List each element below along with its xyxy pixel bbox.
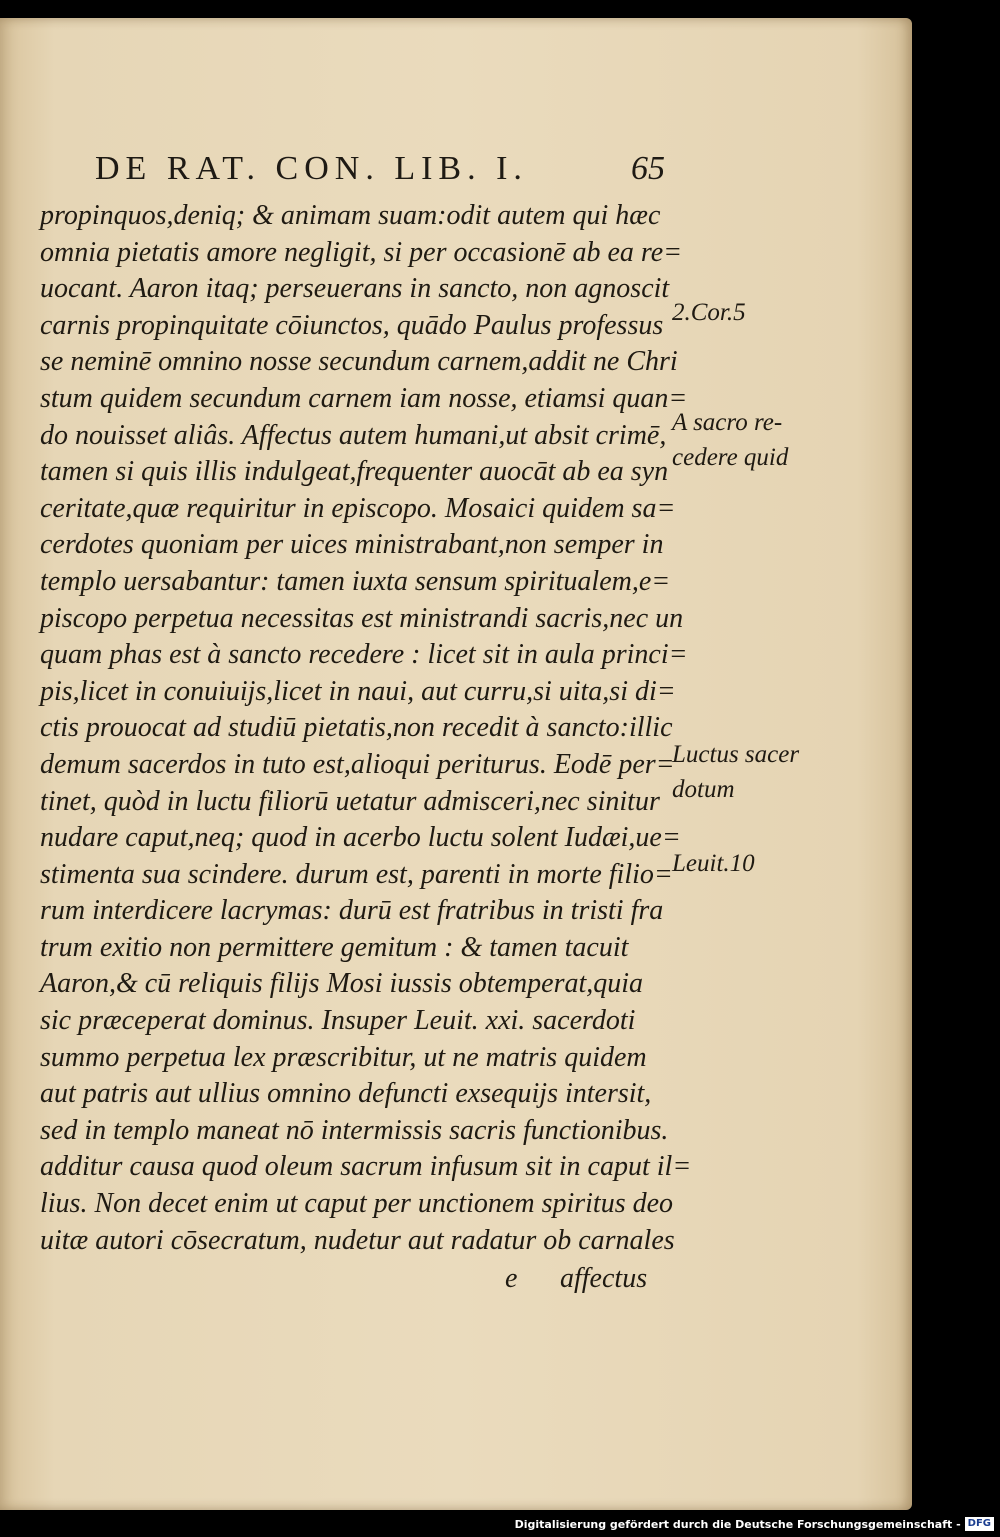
margin-note: [672, 737, 822, 807]
text-line: sed in templo maneat nō intermissis sacris functionibus.: [40, 1114, 669, 1146]
margin-note-line: dotum: [672, 776, 735, 803]
running-head-title: DE RAT. CON. LIB. I.: [95, 150, 528, 187]
text-line: aut patris aut ullius omnino defuncti exsequijs intersit,: [40, 1078, 652, 1110]
text-line: cerdotes quoniam per uices ministrabant,non semper in: [40, 529, 664, 561]
text-line: omnia pietatis amore negligit, si per occasionē ab ea re=: [40, 236, 683, 268]
text-line: propinquos,deniq; & animam suam:odit autem qui hæc: [40, 200, 661, 231]
text-line: sic præceperat dominus. Insuper Leuit. xxi. sacerdoti: [40, 1005, 636, 1037]
text-line: summo perpetua lex præscribitur, ut ne matris quidem: [40, 1041, 647, 1073]
running-head: [95, 150, 665, 190]
book-page: [0, 18, 912, 1510]
text-line: nudare caput,neq; quod in acerbo luctu solent Iudæi,ue=: [40, 822, 681, 854]
text-line: uocant. Aaron itaq; perseuerans in sancto, non agnoscit: [40, 273, 670, 305]
text-line: lius. Non decet enim ut caput per unctionem spiritus deo: [40, 1188, 674, 1220]
text-line: pis,licet in conuiuijs,licet in naui, aut curru,si uita,si di=: [40, 675, 676, 707]
margin-note-line: 2.Cor.5: [672, 299, 746, 326]
margin-note-line: A sacro re-: [672, 409, 783, 436]
margin-note: [672, 846, 822, 881]
signature-mark: e: [505, 1263, 518, 1294]
body-text: [40, 198, 692, 1259]
text-line: se neminē omnino nosse secundum carnem,addit ne Chri: [40, 346, 678, 378]
text-line: templo uersabantur: tamen iuxta sensum spiritualem,e=: [40, 565, 671, 597]
margin-note: [672, 295, 822, 330]
text-line: ctis prouocat ad studiū pietatis,non recedit à sancto:illic: [40, 712, 673, 744]
margin-note-line: Leuit.10: [672, 850, 755, 877]
margin-note: [672, 405, 822, 475]
text-line: ceritate,quæ requiritur in episcopo. Mosaici quidem sa=: [40, 492, 676, 524]
text-line: Aaron,& cū reliquis filijs Mosi iussis obtemperat,quia: [40, 968, 644, 1000]
text-line: do nouisset aliâs. Affectus autem humani,ut absit crimē,: [40, 419, 667, 451]
text-line: carnis propinquitate cōiunctos, quādo Paulus professus: [40, 309, 664, 341]
text-line: piscopo perpetua necessitas est ministrandi sacris,nec un: [40, 602, 684, 634]
text-line: demum sacerdos in tuto est,alioqui periturus. Eodē per=: [40, 748, 675, 780]
text-line: quam phas est à sancto recedere : licet sit in aula princi=: [40, 639, 688, 671]
footer: [515, 1514, 994, 1534]
text-line: tinet, quòd in luctu filiorū uetatur admisceri,nec sinitur: [40, 785, 660, 817]
text-line: additur causa quod oleum sacrum infusum sit in caput il=: [40, 1151, 692, 1183]
page-number: 65: [631, 150, 665, 187]
margin-note-line: cedere quid: [672, 444, 789, 471]
text-line: stimenta sua scindere. durum est, parenti in morte filio=: [40, 858, 673, 890]
footer-credit: Digitalisierung gefördert durch die Deutsche Forschungsgemeinschaft -: [514, 1517, 961, 1531]
text-line: tamen si quis illis indulgeat,frequenter auocāt ab ea syn: [40, 456, 669, 488]
text-line: rum interdicere lacrymas: durū est fratribus in tristi fra: [40, 895, 664, 927]
dfg-logo[interactable]: DFG: [965, 1517, 994, 1531]
text-line: stum quidem secundum carnem iam nosse, etiamsi quan=: [40, 382, 688, 414]
text-line: uitæ autori cōsecratum, nudetur aut radatur ob carnales: [40, 1224, 675, 1256]
catchword: affectus: [560, 1263, 648, 1294]
margin-note-line: Luctus sacer: [672, 741, 800, 768]
text-line: trum exitio non permittere gemitum : & tamen tacuit: [40, 931, 629, 963]
